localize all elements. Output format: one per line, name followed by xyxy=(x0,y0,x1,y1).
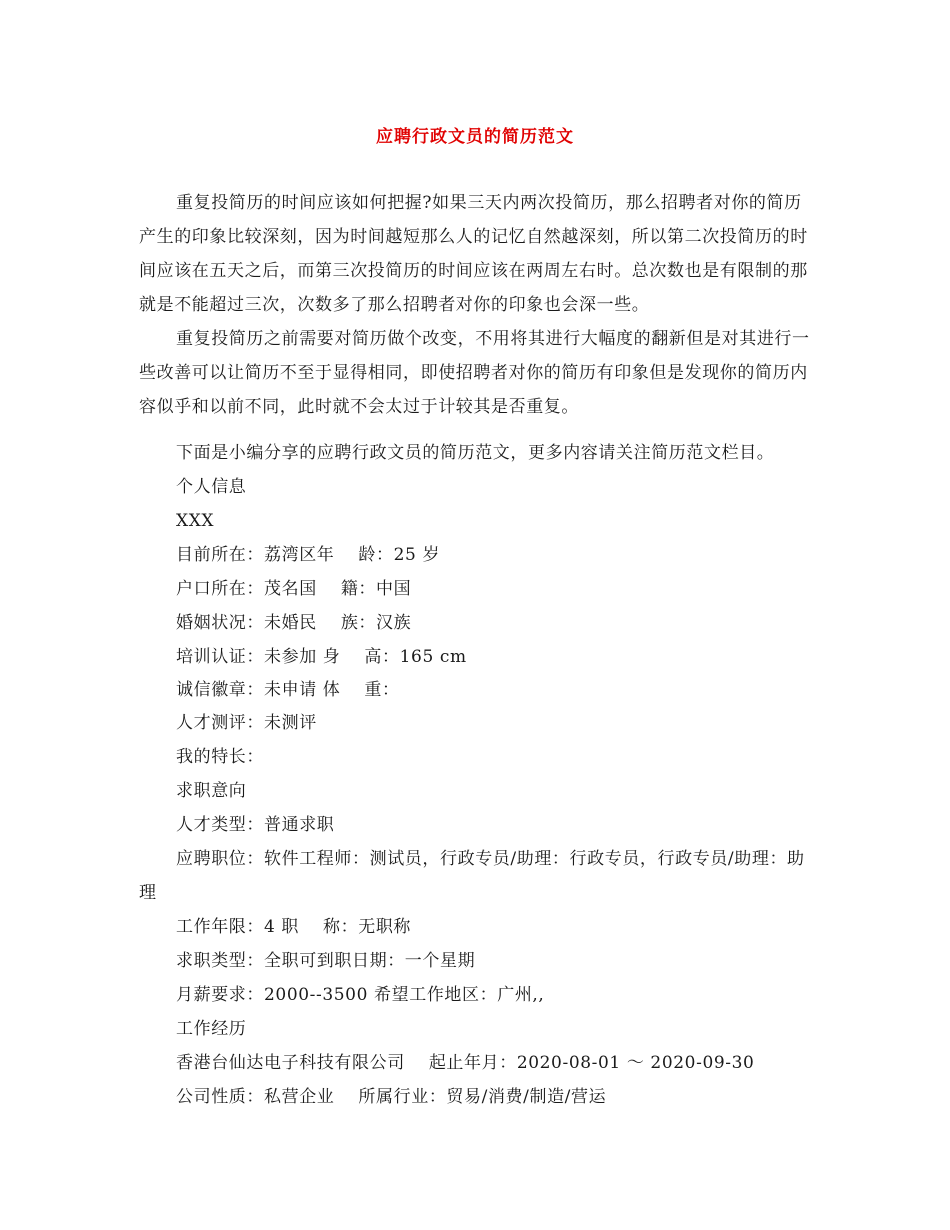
section-heading-work-experience: 工作经历 xyxy=(176,1019,247,1039)
info-row-assessment: 人才测评：未测评 xyxy=(176,713,317,733)
info-row-apply-position: 应聘职位：软件工程师：测试员，行政专员/助理：行政专员，行政专员/助理：助理 xyxy=(139,849,805,903)
info-row-badge-weight: 诚信徽章：未申请 体 重： xyxy=(176,680,400,700)
section-heading-personal-info: 个人信息 xyxy=(176,477,247,497)
info-row-salary-region: 月薪要求：2000--3500 希望工作地区：广州,, xyxy=(176,985,545,1005)
paragraph-1: 重复投简历的时间应该如何把握?如果三天内两次投简历，那么招聘者对你的简历产生的印象比较深刻，因为时间越短那么人的记忆自然越深刻，所以第二次投简历的时间应该在五天之后，而第三次投简历的时间应该在两周左右时。总次数也是有限制的那就是不能超过三次，次数多了那么招聘者对你的印象也会深一些。 xyxy=(139,193,808,315)
document-title: 应聘行政文员的简历范文 xyxy=(376,127,574,147)
info-row-talent-type: 人才类型：普通求职 xyxy=(176,815,335,835)
section-heading-job-intention: 求职意向 xyxy=(176,781,247,801)
info-row-training-height: 培训认证：未参加 身 高：165 cm xyxy=(176,647,467,667)
info-row-marital-ethnicity: 婚姻状况：未婚民 族：汉族 xyxy=(176,613,412,633)
work-entry-company-dates: 香港台仙达电子科技有限公司 起止年月：2020-08-01 ～ 2020-09-30 xyxy=(176,1053,755,1073)
paragraph-3: 下面是小编分享的应聘行政文员的简历范文，更多内容请关注简历范文栏目。 xyxy=(176,443,775,463)
work-entry-company-nature-industry: 公司性质：私营企业 所属行业：贸易/消费/制造/营运 xyxy=(176,1087,607,1107)
info-row-work-years-title: 工作年限：4 职 称：无职称 xyxy=(176,917,412,937)
info-row-specialty: 我的特长： xyxy=(176,747,264,767)
info-row-location-age: 目前所在：荔湾区年 龄：25 岁 xyxy=(176,545,441,565)
info-row-job-type-start: 求职类型：全职可到职日期：一个星期 xyxy=(176,951,476,971)
candidate-name: XXX xyxy=(176,511,215,531)
info-row-hukou-nationality: 户口所在：茂名国 籍：中国 xyxy=(176,579,412,599)
paragraph-2: 重复投简历之前需要对简历做个改变，不用将其进行大幅度的翻新但是对其进行一些改善可以让简历不至于显得相同，即使招聘者对你的简历有印象但是发现你的简历内容似乎和以前不同，此时就不会太过于计较其是否重复。 xyxy=(139,329,810,417)
